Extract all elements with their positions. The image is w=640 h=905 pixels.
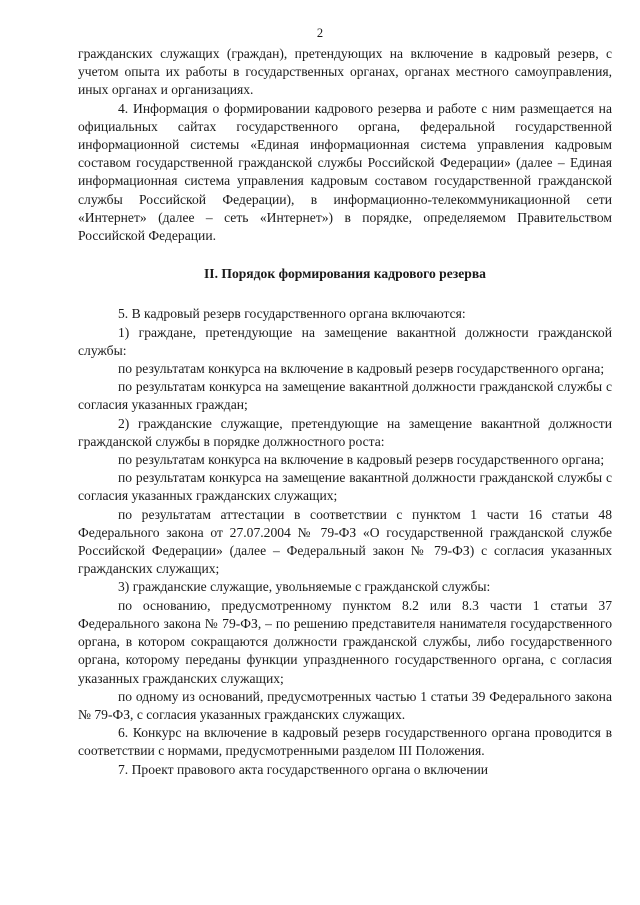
paragraph: гражданских служащих (граждан), претендующих на включение в кадровый резерв, с учетом опыта их работы в государственных органах, органах местного самоуправления, иных органах и организациях.: [78, 46, 612, 98]
paragraph: 3) гражданские служащие, увольняемые с гражданской службы:: [118, 579, 491, 595]
paragraph: по результатам конкурса на замещение вакантной должности гражданской службы с согласия указанных гражданских служащих;: [78, 470, 612, 504]
paragraph: 1) граждане, претендующие на замещение вакантной должности гражданской службы:: [78, 324, 612, 358]
paragraph: по результатам конкурса на включение в кадровый резерв государственного органа;: [118, 452, 605, 468]
paragraph: по результатам конкурса на включение в кадровый резерв государственного органа;: [118, 361, 605, 377]
paragraph: по результатам аттестации в соответствии с пунктом 1 части 16 статьи 48 Федерального закона от 27.07.2004 № 79-ФЗ «О государственной гражданской службе Российской Федерации» (далее – Федеральный закон № 79-ФЗ) с согласия указанных гражданских служащих;: [78, 506, 612, 577]
paragraph: по результатам конкурса на замещение вакантной должности гражданской службы с согласия указанных граждан;: [78, 379, 612, 413]
paragraph: 4. Информация о формировании кадрового резерва и работе с ним размещается на официальных сайтах государственного органа, федеральной государственной информационной системы «Единая информационная система управления кадровым составом государственной гражданской службы Российской Федерации» (далее – Единая информационная система управления кадровым составом государственной гражданской службы Российской Федерации), в информационно-телекоммуникационной сети «Интернет» (далее – сеть «Интернет») в порядке, определяемом Правительством Российской Федерации.: [78, 100, 612, 244]
paragraph: 6. Конкурс на включение в кадровый резерв государственного органа проводится в соответствии с нормами, предусмотренными разделом III Положения.: [78, 725, 612, 759]
page-number: 2: [316, 26, 324, 40]
section-intro: [78, 45, 612, 245]
paragraph: 7. Проект правового акта государственного органа о включении: [118, 761, 489, 777]
paragraph: 5. В кадровый резерв государственного органа включаются:: [118, 306, 466, 322]
section-content: [78, 305, 612, 778]
paragraph: по основанию, предусмотренному пунктом 8.2 или 8.3 части 1 статьи 37 Федерального закона № 79-ФЗ, – по решению представителя нанимателя государственного органа, в котором сокращаются должности гражданской службы, либо государственного органа, которому переданы функции упраздненного государственного органа, с согласия указанных гражданских служащих;: [78, 597, 612, 686]
section-heading: II. Порядок формирования кадрового резерва: [204, 266, 486, 282]
document-body: [78, 45, 612, 779]
paragraph: по одному из оснований, предусмотренных частью 1 статьи 39 Федерального закона № 79-ФЗ, с согласия указанных гражданских служащих.: [78, 688, 612, 722]
paragraph: 2) гражданские служащие, претендующие на замещение вакантной должности гражданской службы в порядке должностного роста:: [78, 415, 612, 449]
